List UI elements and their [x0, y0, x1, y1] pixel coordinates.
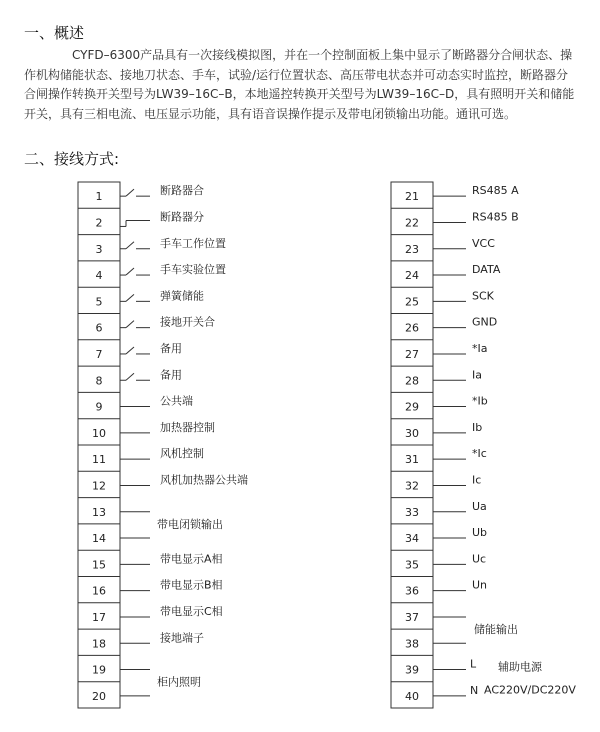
terminal-number: 29 [405, 400, 419, 414]
terminal-label: 弹簧储能 [160, 289, 204, 303]
terminal-number: 16 [92, 584, 106, 598]
terminal-number: 1 [95, 190, 103, 204]
terminal-label: SCK [472, 289, 494, 303]
terminal-number: 3 [95, 242, 103, 256]
terminal-number: 35 [405, 558, 419, 572]
terminal-label: 加热器控制 [160, 420, 215, 434]
terminal-label: Ia [472, 368, 482, 382]
terminal-label: Ub [472, 526, 488, 540]
terminal-label: Ic [472, 473, 482, 487]
terminal-number: 28 [405, 374, 419, 388]
terminal-label: 风机控制 [160, 447, 204, 461]
contact-blade [126, 373, 134, 380]
terminal-number: 27 [405, 347, 419, 361]
terminal-label: 带电显示B相 [160, 578, 223, 592]
terminal-number: 6 [95, 321, 103, 335]
contact-blade [126, 242, 134, 249]
contact-blade [126, 294, 134, 301]
terminal-number: 18 [92, 637, 106, 651]
terminal-number: 11 [92, 453, 106, 467]
terminal-number: 33 [405, 505, 419, 519]
terminal-label: Ua [472, 499, 487, 513]
terminal-number: 24 [405, 269, 419, 283]
terminal-number: 23 [405, 242, 419, 256]
terminal-number: 10 [92, 426, 106, 440]
terminal-label: 备用 [160, 368, 182, 382]
terminal-label: Uc [472, 552, 487, 566]
group-label: 储能输出 [474, 623, 518, 637]
terminal-label: *Ib [472, 394, 488, 408]
terminal-label: GND [472, 315, 498, 329]
terminal-label: Un [472, 578, 488, 592]
terminal-number: 19 [92, 663, 106, 677]
terminal-number: 17 [92, 610, 106, 624]
terminal-label: 备用 [160, 341, 182, 355]
group-label: AC220V/DC220V [484, 683, 576, 697]
terminal-label: 带电显示C相 [160, 604, 223, 618]
terminal-label: 断路器分 [160, 210, 204, 224]
terminal-label: *Ic [472, 447, 487, 461]
terminal-label: Ib [472, 420, 483, 434]
terminal-number: 26 [405, 321, 419, 335]
terminal-label: 公共端 [160, 394, 193, 408]
terminal-number: 25 [405, 295, 419, 309]
terminal-number: 7 [95, 347, 103, 361]
terminal-label: 风机加热器公共端 [160, 473, 248, 487]
contact-blade [126, 347, 134, 354]
intro-paragraph: CYFD–6300产品具有一次接线模拟图，并在一个控制面板上集中显示了断路器分合闸状态、操作机构储能状态、接地刀状态、手车，试验/运行位置状态、高压带电状态并可动态实时监控，断路器分合闸操作转换开关型号为LW39–16C–B，本地遥控转换开关型号为LW39–16C–D，具有照明开关和储能开关，具有三相电流、电压显示功能，具有语音误操作提示及带电闭锁输出功能。通讯可选。 [24, 48, 575, 121]
terminal-label: 手车工作位置 [160, 236, 226, 250]
terminal-number: 5 [95, 295, 103, 309]
terminal-number: 22 [405, 216, 419, 230]
terminal-number: 36 [405, 584, 419, 598]
terminal-number: 20 [92, 689, 106, 703]
terminal-number: 32 [405, 479, 419, 493]
terminal-number: 2 [95, 216, 103, 230]
terminal-number: 31 [405, 453, 419, 467]
group-label: 带电闭锁输出 [157, 517, 223, 531]
terminal-label: 接地端子 [160, 631, 204, 645]
terminal-number: 8 [95, 374, 103, 388]
terminal-number: 14 [92, 532, 106, 546]
group-label: 柜内照明 [157, 675, 201, 689]
terminal-label: 带电显示A相 [160, 552, 223, 566]
terminal-number: 21 [405, 190, 419, 204]
terminal-number: 38 [405, 637, 419, 651]
terminal-number: 34 [405, 532, 419, 546]
contact-blade [126, 268, 134, 275]
terminal-label: RS485 B [472, 210, 519, 224]
terminal-number: 13 [92, 505, 106, 519]
terminal-number: 4 [95, 269, 103, 283]
terminal-number: 30 [405, 426, 419, 440]
contact-blade [126, 321, 134, 328]
group-label: 辅助电源 [498, 660, 542, 674]
terminal-number: 40 [405, 689, 419, 703]
terminal-number: 15 [92, 558, 106, 572]
terminal-label: *Ia [472, 341, 488, 355]
terminal-label: 断路器合 [160, 184, 204, 198]
terminal-label: 手车实验位置 [160, 263, 226, 277]
terminal-number: 12 [92, 479, 106, 493]
terminal-label: N [470, 683, 479, 697]
section1-title: 一、概述 [24, 24, 85, 42]
terminal-number: 37 [405, 610, 419, 624]
terminal-label: RS485 A [472, 184, 519, 198]
section2-title: 二、接线方式: [24, 150, 120, 168]
terminal-label: DATA [472, 263, 501, 277]
contact-blade [126, 189, 134, 196]
terminal-label: L [470, 657, 477, 671]
terminal-label: 接地开关合 [160, 315, 215, 329]
terminal-number: 39 [405, 663, 419, 677]
terminal-number: 9 [95, 400, 103, 414]
terminal-label: VCC [472, 236, 495, 250]
